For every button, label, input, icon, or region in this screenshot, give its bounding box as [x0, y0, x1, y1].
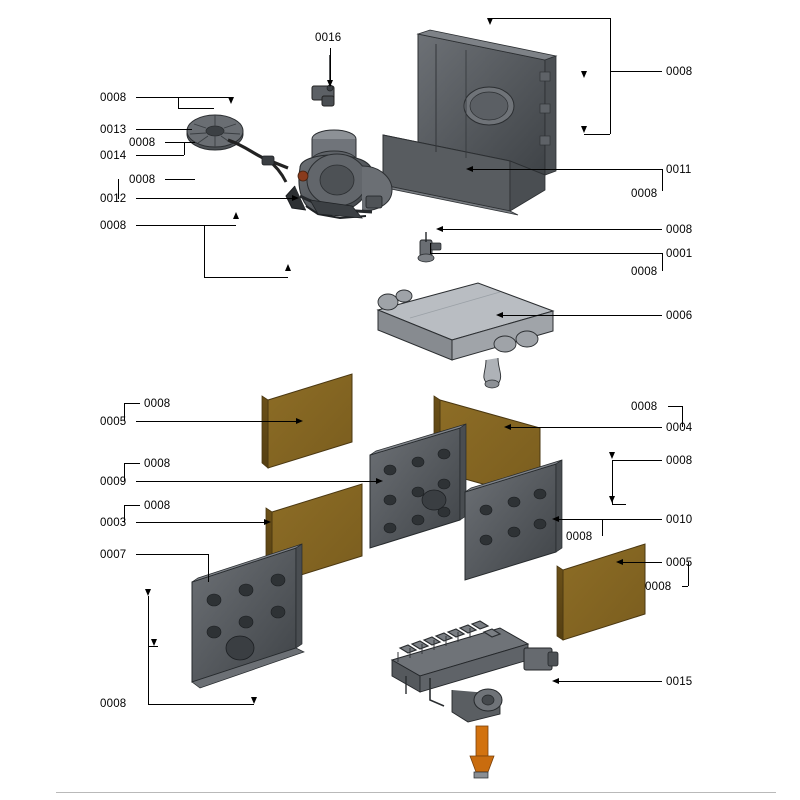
leader-0008-bottomleft-v — [148, 596, 149, 704]
callout-0008-m: 0008 — [144, 500, 171, 512]
arrowhead-0016 — [327, 80, 333, 87]
callout-0008-n: 0008 — [566, 531, 593, 543]
arrowhead-0011 — [466, 166, 473, 172]
leader-0013 — [136, 129, 192, 130]
callout-0008-b: 0008 — [666, 66, 693, 78]
leader-0008-under-0011 — [662, 169, 663, 191]
part-0012-blower-assembly — [286, 130, 392, 218]
arrowhead-0008-0010-b — [609, 496, 615, 503]
callout-0001: 0001 — [666, 248, 693, 260]
arrowhead-0015 — [552, 678, 559, 684]
callout-0004: 0004 — [666, 422, 693, 434]
callout-0010: 0010 — [666, 514, 693, 526]
leader-0008-bottomleft-a — [148, 646, 158, 647]
leader-0008-topright-b2 — [584, 134, 610, 135]
leader-0008-topleft-b — [178, 108, 214, 109]
arrowhead-0012 — [292, 195, 299, 201]
callout-0008-c: 0008 — [129, 137, 156, 149]
leader-0008-0003 — [124, 505, 140, 506]
arrowhead-0009 — [376, 478, 383, 484]
arrowhead-0008-bottomleft-c — [251, 697, 257, 704]
arrowhead-0003 — [264, 519, 271, 525]
leader-0008-topleft — [136, 97, 232, 98]
leader-0008-left-mid — [136, 225, 236, 226]
part-0005-insulation-panel-lower-right — [557, 544, 645, 640]
callout-0008-j: 0008 — [631, 401, 658, 413]
leader-0008-0010-top — [612, 460, 662, 461]
leader-0008-topright — [610, 71, 662, 72]
callout-0008-f: 0008 — [100, 220, 127, 232]
callout-0005-b: 0005 — [666, 557, 693, 569]
leader-0014-v — [184, 143, 185, 155]
leader-0008-left-mid-v — [204, 225, 205, 277]
footer-divider — [56, 792, 776, 793]
callout-0015: 0015 — [666, 676, 693, 688]
arrowhead-0008-right-0001 — [436, 226, 443, 232]
leader-0011 — [470, 169, 662, 170]
leader-0007 — [136, 554, 208, 555]
leader-0006 — [500, 315, 662, 316]
leader-0008-0010-bot — [612, 504, 626, 505]
arrowhead-0008-bottomleft-b — [151, 639, 157, 646]
leader-0014 — [136, 155, 184, 156]
leader-0005-lower — [620, 562, 662, 563]
callout-0013: 0013 — [100, 124, 127, 136]
arrowhead-0004 — [504, 424, 511, 430]
arrowhead-0008-left-mid-a — [233, 212, 239, 219]
part-0014-bracket-cable — [228, 140, 288, 182]
leader-0008-below-0001 — [662, 253, 663, 271]
leader-0008-0009 — [124, 463, 140, 464]
leader-0005 — [136, 421, 300, 422]
arrowhead-0008-topright-b — [581, 71, 587, 78]
arrowhead-0008-topleft — [228, 97, 234, 104]
callout-0005-a: 0005 — [100, 416, 127, 428]
callout-0008-l: 0008 — [666, 455, 693, 467]
leader-0001-v — [430, 243, 431, 253]
part-0006-heat-exchanger — [378, 283, 553, 388]
leader-0007-v — [208, 554, 209, 582]
leader-0010 — [556, 519, 662, 520]
callout-0003: 0003 — [100, 517, 127, 529]
leader-0001 — [430, 253, 662, 254]
callout-0008-e: 0008 — [631, 188, 658, 200]
callout-0007: 0007 — [100, 549, 127, 561]
callout-0009: 0009 — [100, 476, 127, 488]
arrowhead-0008-0010-a — [609, 452, 615, 459]
callout-0008-a: 0008 — [100, 92, 127, 104]
callout-0008-o: 0008 — [645, 581, 672, 593]
leader-0009 — [136, 481, 380, 482]
arrowhead-0006 — [496, 312, 503, 318]
callout-0008-d: 0008 — [129, 174, 156, 186]
callout-0008-h: 0008 — [631, 266, 658, 278]
callout-0011: 0011 — [666, 164, 692, 176]
leader-0008-fan — [165, 142, 195, 143]
arrowhead-0008-topright-a — [487, 18, 493, 25]
leader-0008-0004 — [668, 406, 682, 407]
part-0015-burner-manifold — [392, 621, 558, 778]
arrowhead-0008-topright-c — [581, 126, 587, 133]
leader-0008-left-mid-b — [204, 277, 288, 278]
leader-0004 — [508, 427, 662, 428]
leader-0015 — [556, 681, 662, 682]
leader-0003 — [136, 522, 268, 523]
part-0009-perforated-plate-center — [370, 424, 466, 548]
leader-0008-0005 — [124, 403, 140, 404]
leader-0008-lower-right — [682, 586, 688, 587]
leader-0008-topright-t — [490, 18, 610, 19]
leader-0008-bottomleft-b — [148, 704, 254, 705]
leader-0008-topright-v — [610, 18, 611, 134]
callout-0008-g: 0008 — [666, 224, 693, 236]
callout-0014: 0014 — [100, 150, 127, 162]
arrowhead-0005-lower — [616, 559, 623, 565]
arrowhead-0008-bottomleft-a — [145, 589, 151, 596]
leader-0008-right-0001 — [440, 229, 662, 230]
part-0013-fan-wheel — [187, 115, 243, 150]
callout-0006: 0006 — [666, 310, 693, 322]
arrowhead-0005 — [296, 418, 303, 424]
leader-0008-blower — [165, 179, 195, 180]
part-0011-enclosure — [383, 30, 556, 215]
callout-0008-i: 0008 — [144, 398, 171, 410]
leader-0008-under-0010 — [602, 519, 603, 536]
callout-0012: 0012 — [100, 193, 127, 205]
arrowhead-0008-left-mid-b — [285, 264, 291, 271]
arrowhead-0010 — [552, 516, 559, 522]
leader-0012 — [136, 198, 296, 199]
callout-0008-p: 0008 — [100, 698, 127, 710]
callout-0016: 0016 — [315, 32, 342, 44]
callout-0008-k: 0008 — [144, 458, 171, 470]
